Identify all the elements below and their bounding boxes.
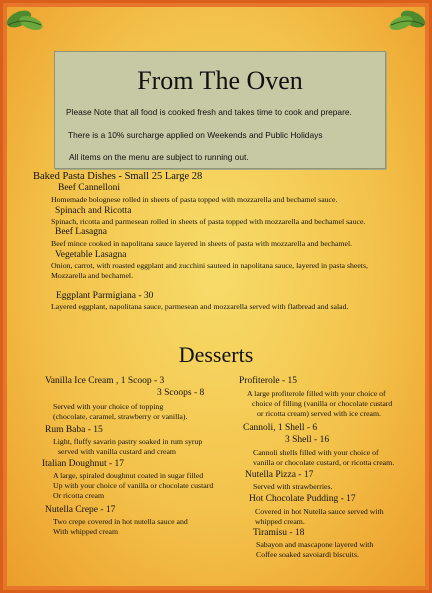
menu-item-desc: Cannoli shells filled with your choice of [253,448,379,457]
menu-item-desc: vanilla or chocolate custard, or ricotta cream. [253,458,395,467]
menu-item-desc: or ricotta cream) served with ice cream. [257,409,382,418]
basil-leaf-icon [5,5,47,35]
menu-item-desc: Layered eggplant, napolitana sauce, parmesean and mozzarella served with flatbread and salad. [51,302,349,311]
desserts-title: Desserts [178,342,254,367]
menu-item-desc: A large, spiraled doughnut coated in sugar filled [53,471,204,480]
page-title: From The Oven [137,66,303,95]
menu-item-name: Rum Baba - 15 [45,425,103,435]
menu-item-desc: Covered in hot Nutella sauce served with [255,507,384,516]
menu-item-name: Nutella Crepe - 17 [45,505,116,515]
note-surcharge: There is a 10% surcharge applied on Weekends and Public Holidays [68,130,323,140]
menu-item-name-extra: 3 Scoops - 8 [157,388,205,398]
menu-item-desc: Onion, carrot, with roasted eggplant and zucchini sauteed in napolitana sauce, layered in pasta sheets, [51,261,368,270]
menu-item-desc: Two crepe covered in hot nutella sauce and [53,517,188,526]
menu-item-desc: Sabayon and mascapone layered with [256,540,374,549]
menu-item-desc: Served with strawberries. [253,482,333,491]
menu-item-name: Vegetable Lasagna [55,250,127,260]
menu-item-desc: Served with your choice of topping [53,402,164,411]
basil-leaf-icon [385,5,427,35]
menu-item-name-extra: 3 Shell - 16 [285,435,330,445]
menu-item-name: Profiterole - 15 [239,376,298,386]
note-fresh: Please Note that all food is cooked fresh and takes time to cook and prepare. [66,107,352,117]
menu-item-desc: Homemade bolognese rolled in sheets of pasta topped with mozzarella and bechamel sauce. [51,195,338,204]
menu-item-desc: whipped cream. [255,517,305,526]
menu-item-desc: With whipped cream [53,527,119,536]
menu-item-desc: choice of filling (vanilla or chocolate custard [252,399,393,408]
pasta-heading: Baked Pasta Dishes - Small 25 Large 28 [33,171,203,182]
menu-item-name: Eggplant Parmigiana - 30 [56,291,154,301]
note-availability: All items on the menu are subject to running out. [69,152,249,162]
menu-item-name: Vanilla Ice Cream , 1 Scoop - 3 [45,376,165,386]
menu-item-desc: (chocolate, caramel, strawberry or vanilla). [53,412,188,421]
menu-item-desc: Spinach, ricotta and parmesean rolled in sheets of pasta topped with mozzarella and bechamel sauce. [51,217,366,226]
menu-item-name: Italian Doughnut - 17 [42,459,125,469]
header-box [54,51,386,169]
menu-item-name: Spinach and Ricotta [55,206,132,216]
menu-item-desc: Up with your choice of vanilla or chocolate custard [53,481,214,490]
menu-item-desc: Coffee soaked savoiardi biscuits. [256,550,359,559]
menu-item-desc: Light, fluffy savarin pastry soaked in rum syrup [53,437,203,446]
menu-item-desc: Or ricotta cream [53,491,105,500]
menu-item-desc: Beef mince cooked in napolitana sauce layered in sheets of pasta with mozzarella and bechamel. [51,239,353,248]
menu-item-desc: A large profiterole filled with your choice of [247,389,386,398]
menu-item-name: Hot Chocolate Pudding - 17 [249,494,356,504]
menu-item-desc: Mozzarella and bechamel. [51,271,134,280]
menu-item-name: Nutella Pizza - 17 [245,470,314,480]
menu-item-name: Beef Cannelloni [58,183,120,193]
menu-item-desc: served with vanilla custard and cream [58,447,176,456]
menu-item-name: Beef Lasagna [55,227,107,237]
menu-item-name: Tiramisu - 18 [253,528,305,538]
menu-item-name: Cannoli, 1 Shell - 6 [243,423,318,433]
